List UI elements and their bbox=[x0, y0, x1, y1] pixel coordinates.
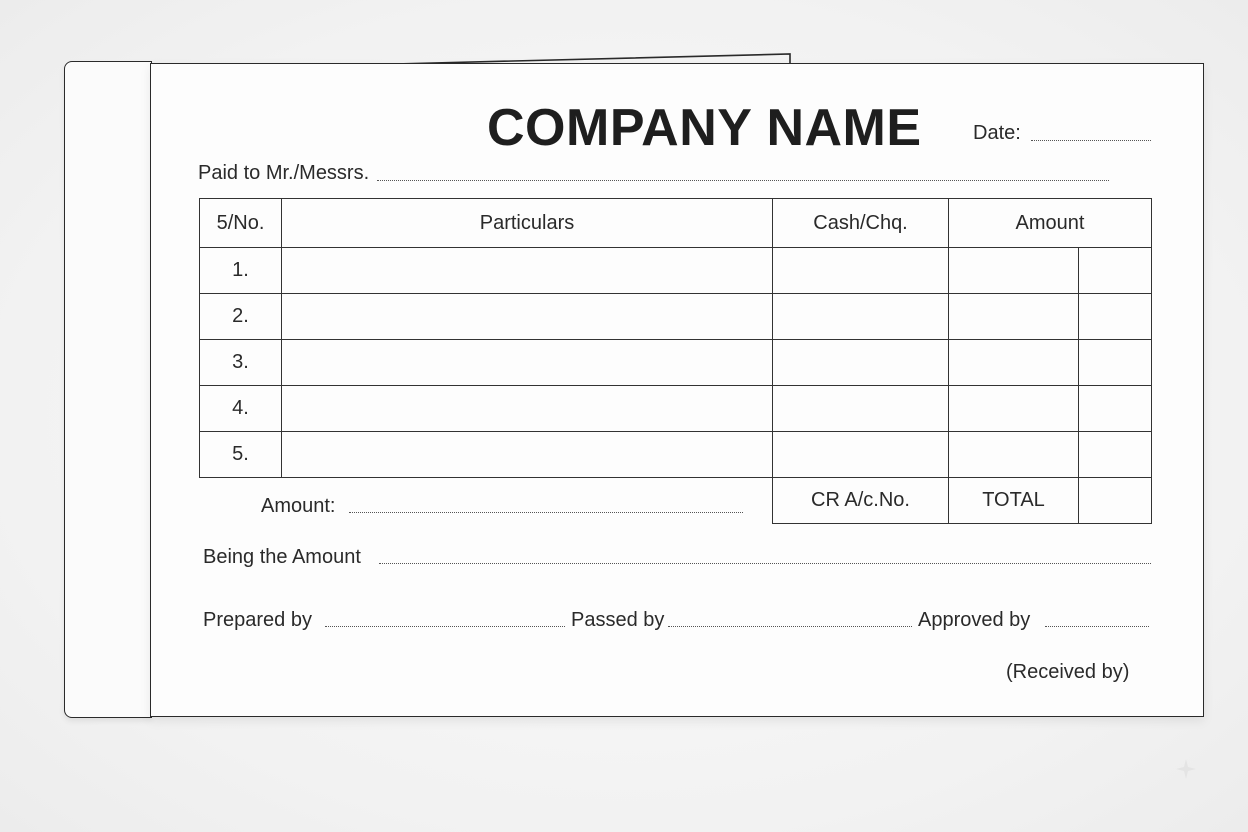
cash-chq-cell[interactable] bbox=[773, 294, 949, 340]
amount-words-field[interactable] bbox=[349, 512, 743, 513]
cash-chq-cell[interactable] bbox=[773, 248, 949, 294]
passed-by-label: Passed by bbox=[571, 609, 665, 631]
row-sno: 2. bbox=[200, 294, 282, 340]
row-sno: 5. bbox=[200, 432, 282, 478]
row-sno: 3. bbox=[200, 340, 282, 386]
footer-spacer bbox=[282, 478, 773, 524]
particulars-cell[interactable] bbox=[282, 294, 773, 340]
amount-cell[interactable] bbox=[949, 294, 1079, 340]
header-particulars: Particulars bbox=[282, 199, 773, 248]
particulars-cell[interactable] bbox=[282, 432, 773, 478]
amount-label: Amount: bbox=[261, 495, 336, 517]
passed-by-field[interactable] bbox=[668, 626, 912, 627]
approved-by-label: Approved by bbox=[918, 609, 1031, 631]
header-amount: Amount bbox=[949, 199, 1152, 248]
table-row bbox=[200, 432, 1152, 478]
prepared-by-field[interactable] bbox=[325, 626, 565, 627]
table-footer-row bbox=[200, 478, 1152, 524]
paid-to-field[interactable] bbox=[377, 180, 1109, 181]
cr-ac-no-label: CR A/c.No. bbox=[773, 478, 949, 524]
amount-cell[interactable] bbox=[949, 386, 1079, 432]
voucher-book bbox=[64, 52, 1204, 720]
row-sno: 4. bbox=[200, 386, 282, 432]
date-label: Date: bbox=[973, 122, 1021, 144]
amount-fraction-cell[interactable] bbox=[1079, 294, 1152, 340]
amount-fraction-cell[interactable] bbox=[1079, 340, 1152, 386]
total-label: TOTAL bbox=[949, 478, 1079, 524]
header-sno: 5/No. bbox=[200, 199, 282, 248]
approved-by-field[interactable] bbox=[1045, 626, 1149, 627]
amount-fraction-cell[interactable] bbox=[1079, 432, 1152, 478]
amount-cell[interactable] bbox=[949, 248, 1079, 294]
header-cash-chq: Cash/Chq. bbox=[773, 199, 949, 248]
table-row bbox=[200, 248, 1152, 294]
particulars-table bbox=[199, 198, 1152, 524]
cash-chq-cell[interactable] bbox=[773, 340, 949, 386]
company-name: COMPANY NAME bbox=[487, 99, 922, 157]
particulars-cell[interactable] bbox=[282, 340, 773, 386]
amount-cell[interactable] bbox=[949, 340, 1079, 386]
amount-fraction-cell[interactable] bbox=[1079, 248, 1152, 294]
being-amount-field[interactable] bbox=[379, 563, 1151, 564]
table-row bbox=[200, 294, 1152, 340]
amount-fraction-cell[interactable] bbox=[1079, 386, 1152, 432]
prepared-by-label: Prepared by bbox=[203, 609, 312, 631]
date-field[interactable] bbox=[1031, 140, 1151, 141]
book-spine bbox=[64, 61, 152, 718]
amount-cell[interactable] bbox=[949, 432, 1079, 478]
paid-to-label: Paid to Mr./Messrs. bbox=[198, 162, 370, 184]
total-value-cell[interactable] bbox=[1079, 478, 1152, 524]
cash-chq-cell[interactable] bbox=[773, 432, 949, 478]
particulars-cell[interactable] bbox=[282, 386, 773, 432]
table-header-row bbox=[200, 199, 1152, 248]
particulars-cell[interactable] bbox=[282, 248, 773, 294]
table-row bbox=[200, 386, 1152, 432]
received-by-label: (Received by) bbox=[1006, 661, 1130, 683]
row-sno: 1. bbox=[200, 248, 282, 294]
being-amount-label: Being the Amount bbox=[203, 546, 361, 568]
voucher-sheet bbox=[150, 63, 1204, 717]
table-row bbox=[200, 340, 1152, 386]
sparkle-icon bbox=[1175, 758, 1197, 780]
cash-chq-cell[interactable] bbox=[773, 386, 949, 432]
